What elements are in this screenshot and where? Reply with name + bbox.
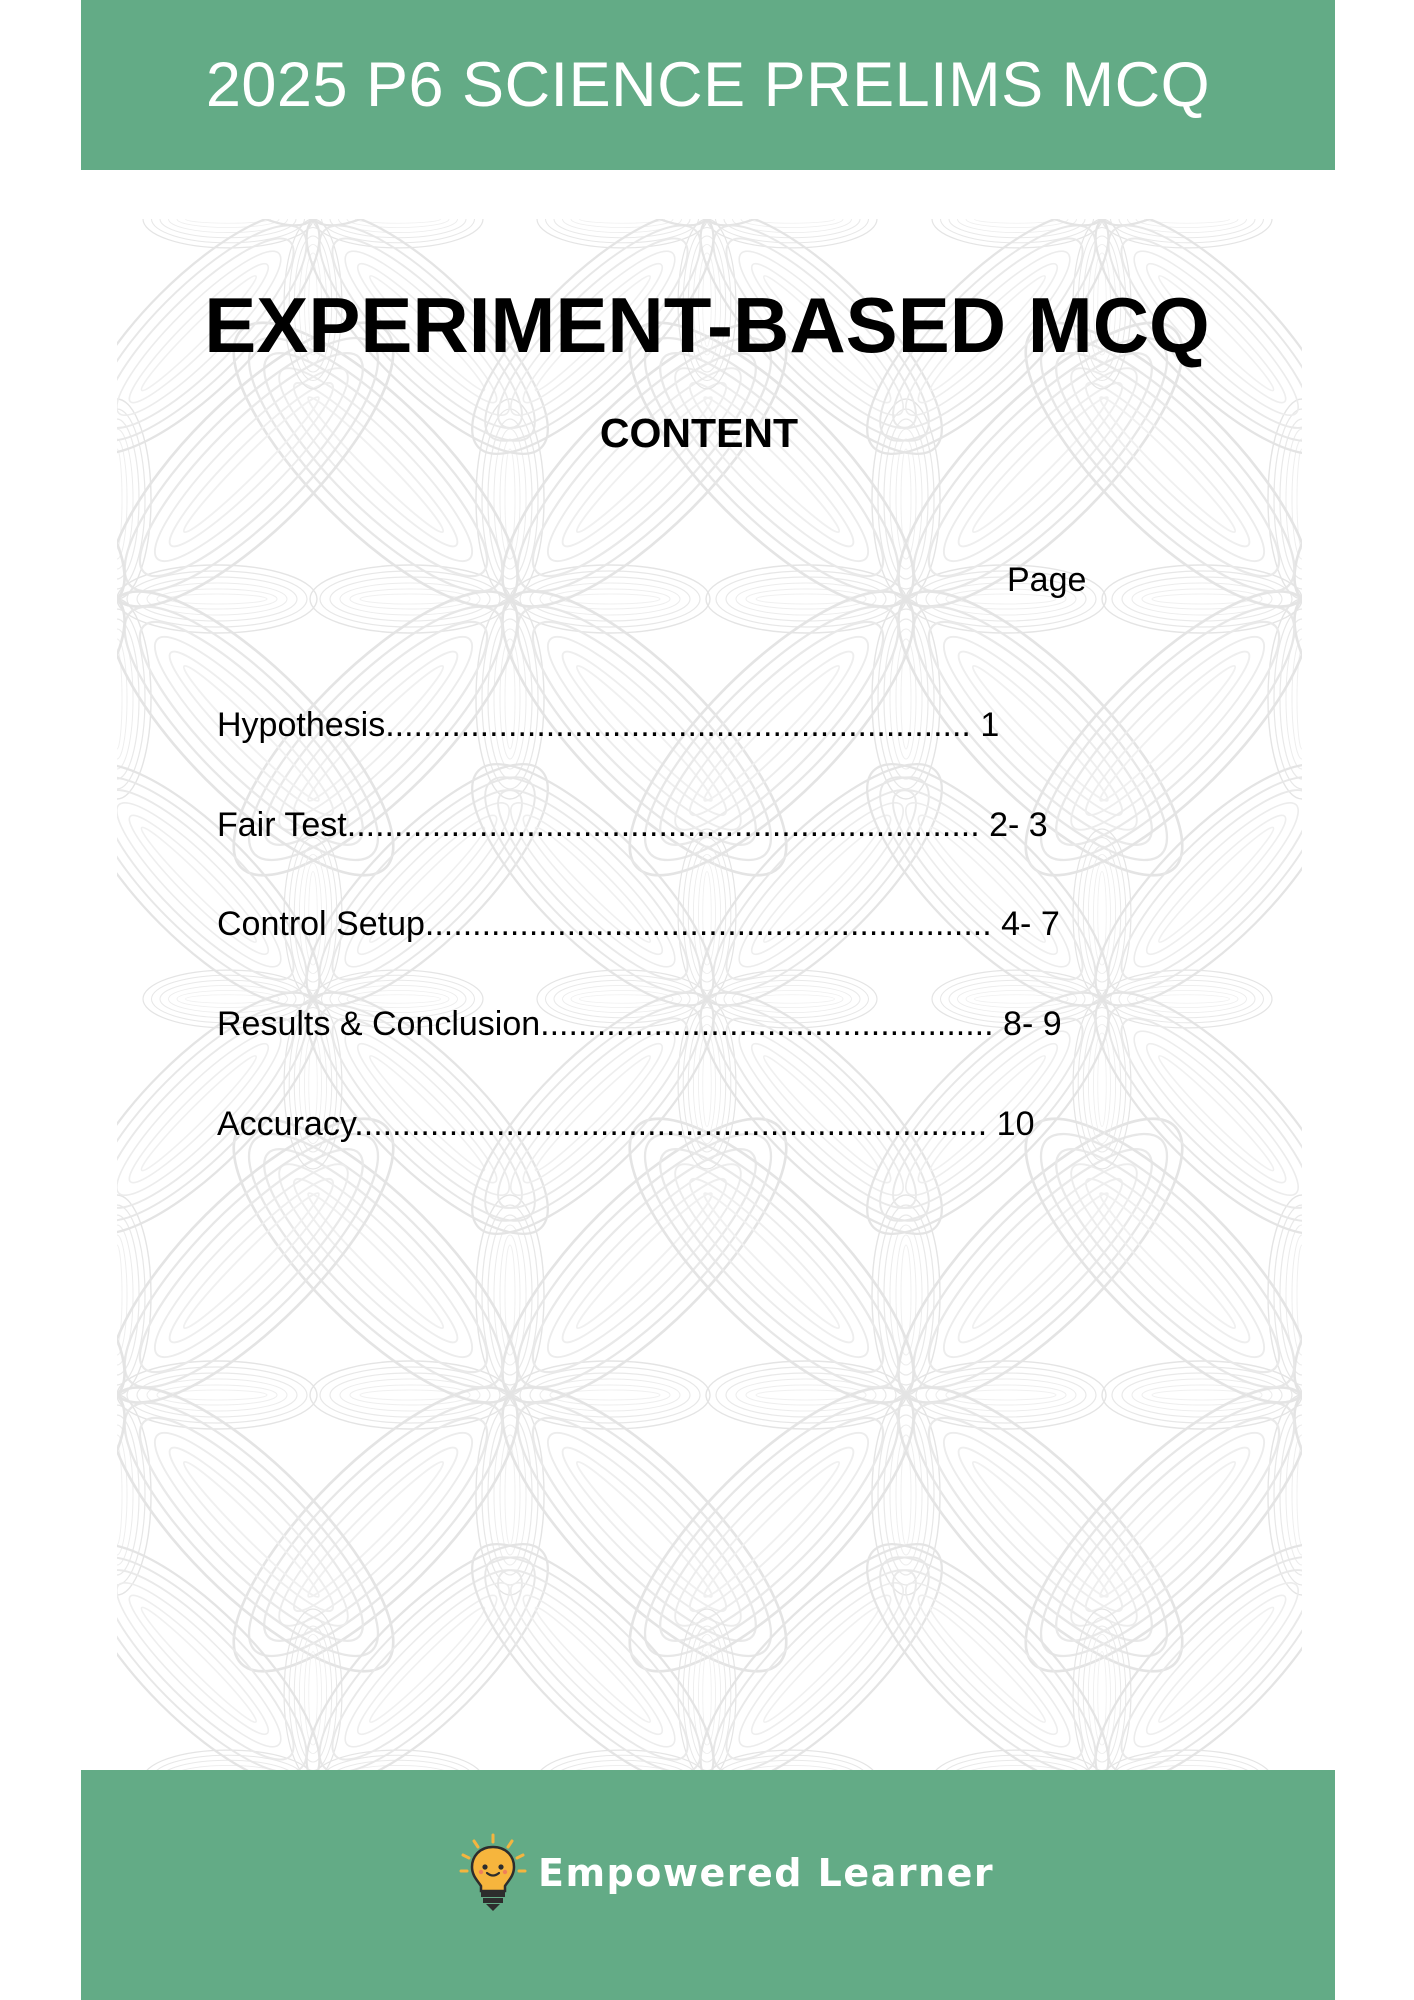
brand-name: Empowered Learner	[538, 1851, 995, 1895]
brand-logo	[458, 1833, 994, 1913]
toc-topic: Accuracy	[217, 1105, 355, 1143]
toc-entry-results-conclusion: Results & Conclusion................................................ 8- 9	[217, 1005, 1062, 1043]
content-heading: CONTENT	[599, 410, 799, 456]
toc-entry-hypothesis: Hypothesis.............................................................. 1	[217, 706, 1000, 744]
toc-topic: Results & Conclusion	[217, 1005, 541, 1043]
lightbulb-mascot-icon	[458, 1833, 528, 1913]
toc-page: 1	[980, 706, 1000, 744]
page-column-label: Page	[1007, 561, 1087, 599]
toc-entry-control-setup: Control Setup............................................................ 4- 7	[217, 905, 1060, 943]
toc-page: 10	[996, 1105, 1035, 1143]
header-band	[81, 0, 1335, 170]
toc-page: 8- 9	[1003, 1005, 1062, 1043]
toc-entry-accuracy: Accuracy................................................................... 10	[217, 1105, 1035, 1143]
toc-page: 2- 3	[989, 806, 1048, 844]
toc-page: 4- 7	[1001, 905, 1060, 943]
footer-band	[81, 1770, 1335, 2000]
toc-topic: Fair Test	[217, 806, 347, 844]
toc-entry-fair-test: Fair Test................................................................... 2- 3	[217, 806, 1048, 844]
toc-topic: Control Setup	[217, 905, 425, 943]
toc-topic: Hypothesis	[217, 706, 386, 744]
header-title: 2025 P6 SCIENCE PRELIMS MCQ	[205, 50, 1211, 120]
document-title: EXPERIMENT-BASED MCQ	[204, 281, 1210, 369]
